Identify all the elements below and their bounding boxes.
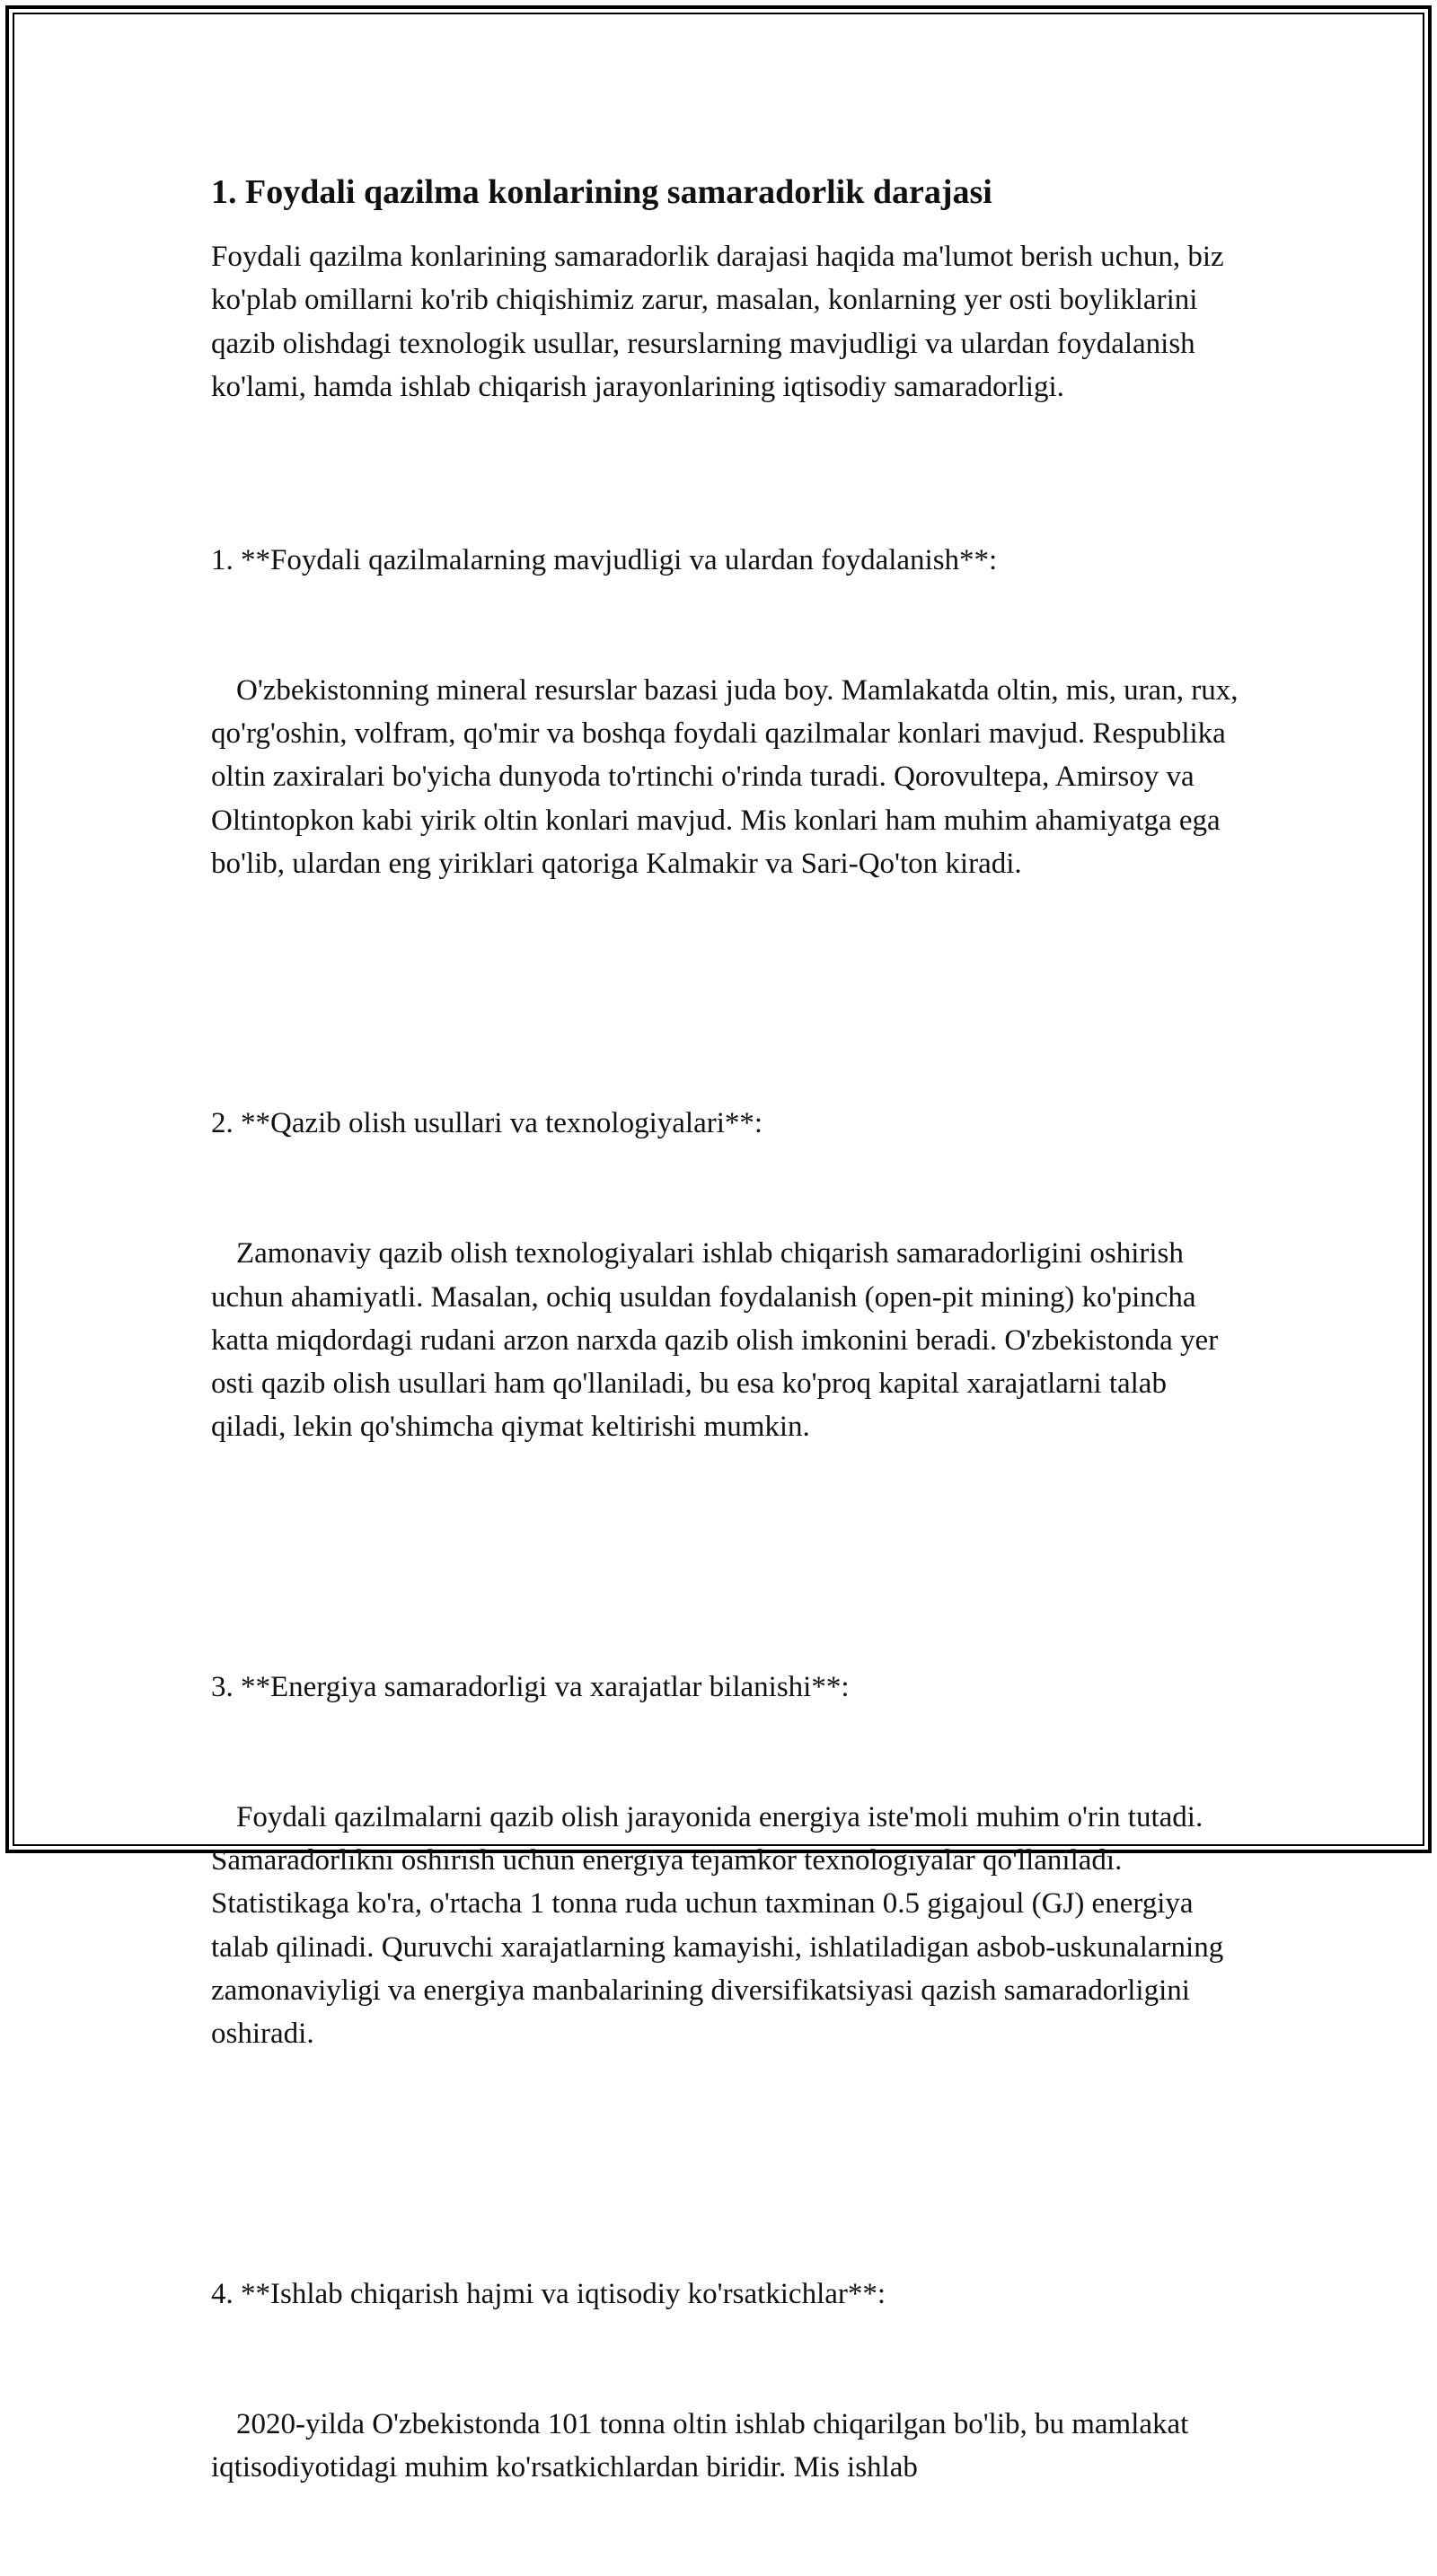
section-heading: 1. **Foydali qazilmalarning mavjudligi va ulardan foydalanish**: — [211, 543, 998, 576]
section-text: Foydali qazilmalarni qazib olish jarayonida energiya iste'moli muhim o'rin tutadi. Samaradorlikni oshirish uchun energiya tejamkor texnologiyalar qo'llaniladi. Statistikaga ko'ra, o'rtacha 1 tonna ruda uchun taxminan 0.5 gigajoul (GJ) energiya talab qilinadi. Quruvchi xarajatlarning kamayishi, ishlatiladigan asbob-uskunalarning zamonaviyligi va energiya manbalarining diversifikatsiyasi qazish samaradorligini oshiradi. — [211, 1800, 1231, 2051]
section-1 — [211, 452, 1244, 972]
section-text: O'zbekistonning mineral resurslar bazasi juda boy. Mamlakatda oltin, mis, uran, rux, qo'rg'oshin, volfram, qo'mir va boshqa foydali qazilmalar konlari mavjud. Respublika oltin zaxiralari bo'yicha dunyoda to'rtinchi o'rinda turadi. Qorovultepa, Amirsoy va Oltintopkon kabi yirik oltin konlari mavjud. Mis konlari ham muhim ahamiyatga ega bo'lib, ulardan eng yiriklari qatoriga Kalmakir va Sari-Qo'ton kiradi. — [211, 673, 1246, 880]
section-3 — [211, 1578, 1244, 2142]
section-heading: 3. **Energiya samaradorligi va xarajatlar bilanishi**: — [211, 1670, 850, 1703]
section-heading: 4. **Ishlab chiqarish hajmi va iqtisodiy ko'rsatkichlar**: — [211, 2277, 886, 2310]
intro-paragraph: Foydali qazilma konlarining samaradorlik darajasi haqida ma'lumot berish uchun, biz ko'plab omillarni ko'rib chiqishimiz zarur, masalan, konlarning yer osti boyliklarini qazib olishdagi texnologik usullar, resurslarning mavjudligi va ulardan foydalanish ko'lami, hamda ishlab chiqarish jarayonlarining iqtisodiy samaradorligi. — [211, 241, 1231, 403]
section-4 — [211, 2185, 1244, 2576]
section-heading: 2. **Qazib olish usullari va texnologiyalari**: — [211, 1107, 763, 1140]
section-text: 2020-yilda O'zbekistonda 101 tonna oltin ishlab chiqarilgan bo'lib, bu mamlakat iqtisodiyotidagi muhim ko'rsatkichlardan biridir. Mis ishlab — [211, 2407, 1196, 2484]
section-2 — [211, 1015, 1244, 1536]
document-body — [211, 167, 1244, 2576]
section-text: Zamonaviy qazib olish texnologiyalari ishlab chiqarish samaradorligini oshirish uchun ahamiyatli. Masalan, ochiq usuldan foydalanish (open-pit mining) ko'pincha katta miqdordagi rudani arzon narxda qazib olish imkonini beradi. O'zbekistonda yer osti qazib olish usullari ham qo'llaniladi, bu esa ko'proq kapital xarajatlarni talab qiladi, lekin qo'shimcha qiymat keltirishi mumkin. — [211, 1237, 1226, 1444]
document-title: 1. Foydali qazilma konlarining samaradorlik darajasi — [211, 173, 992, 211]
